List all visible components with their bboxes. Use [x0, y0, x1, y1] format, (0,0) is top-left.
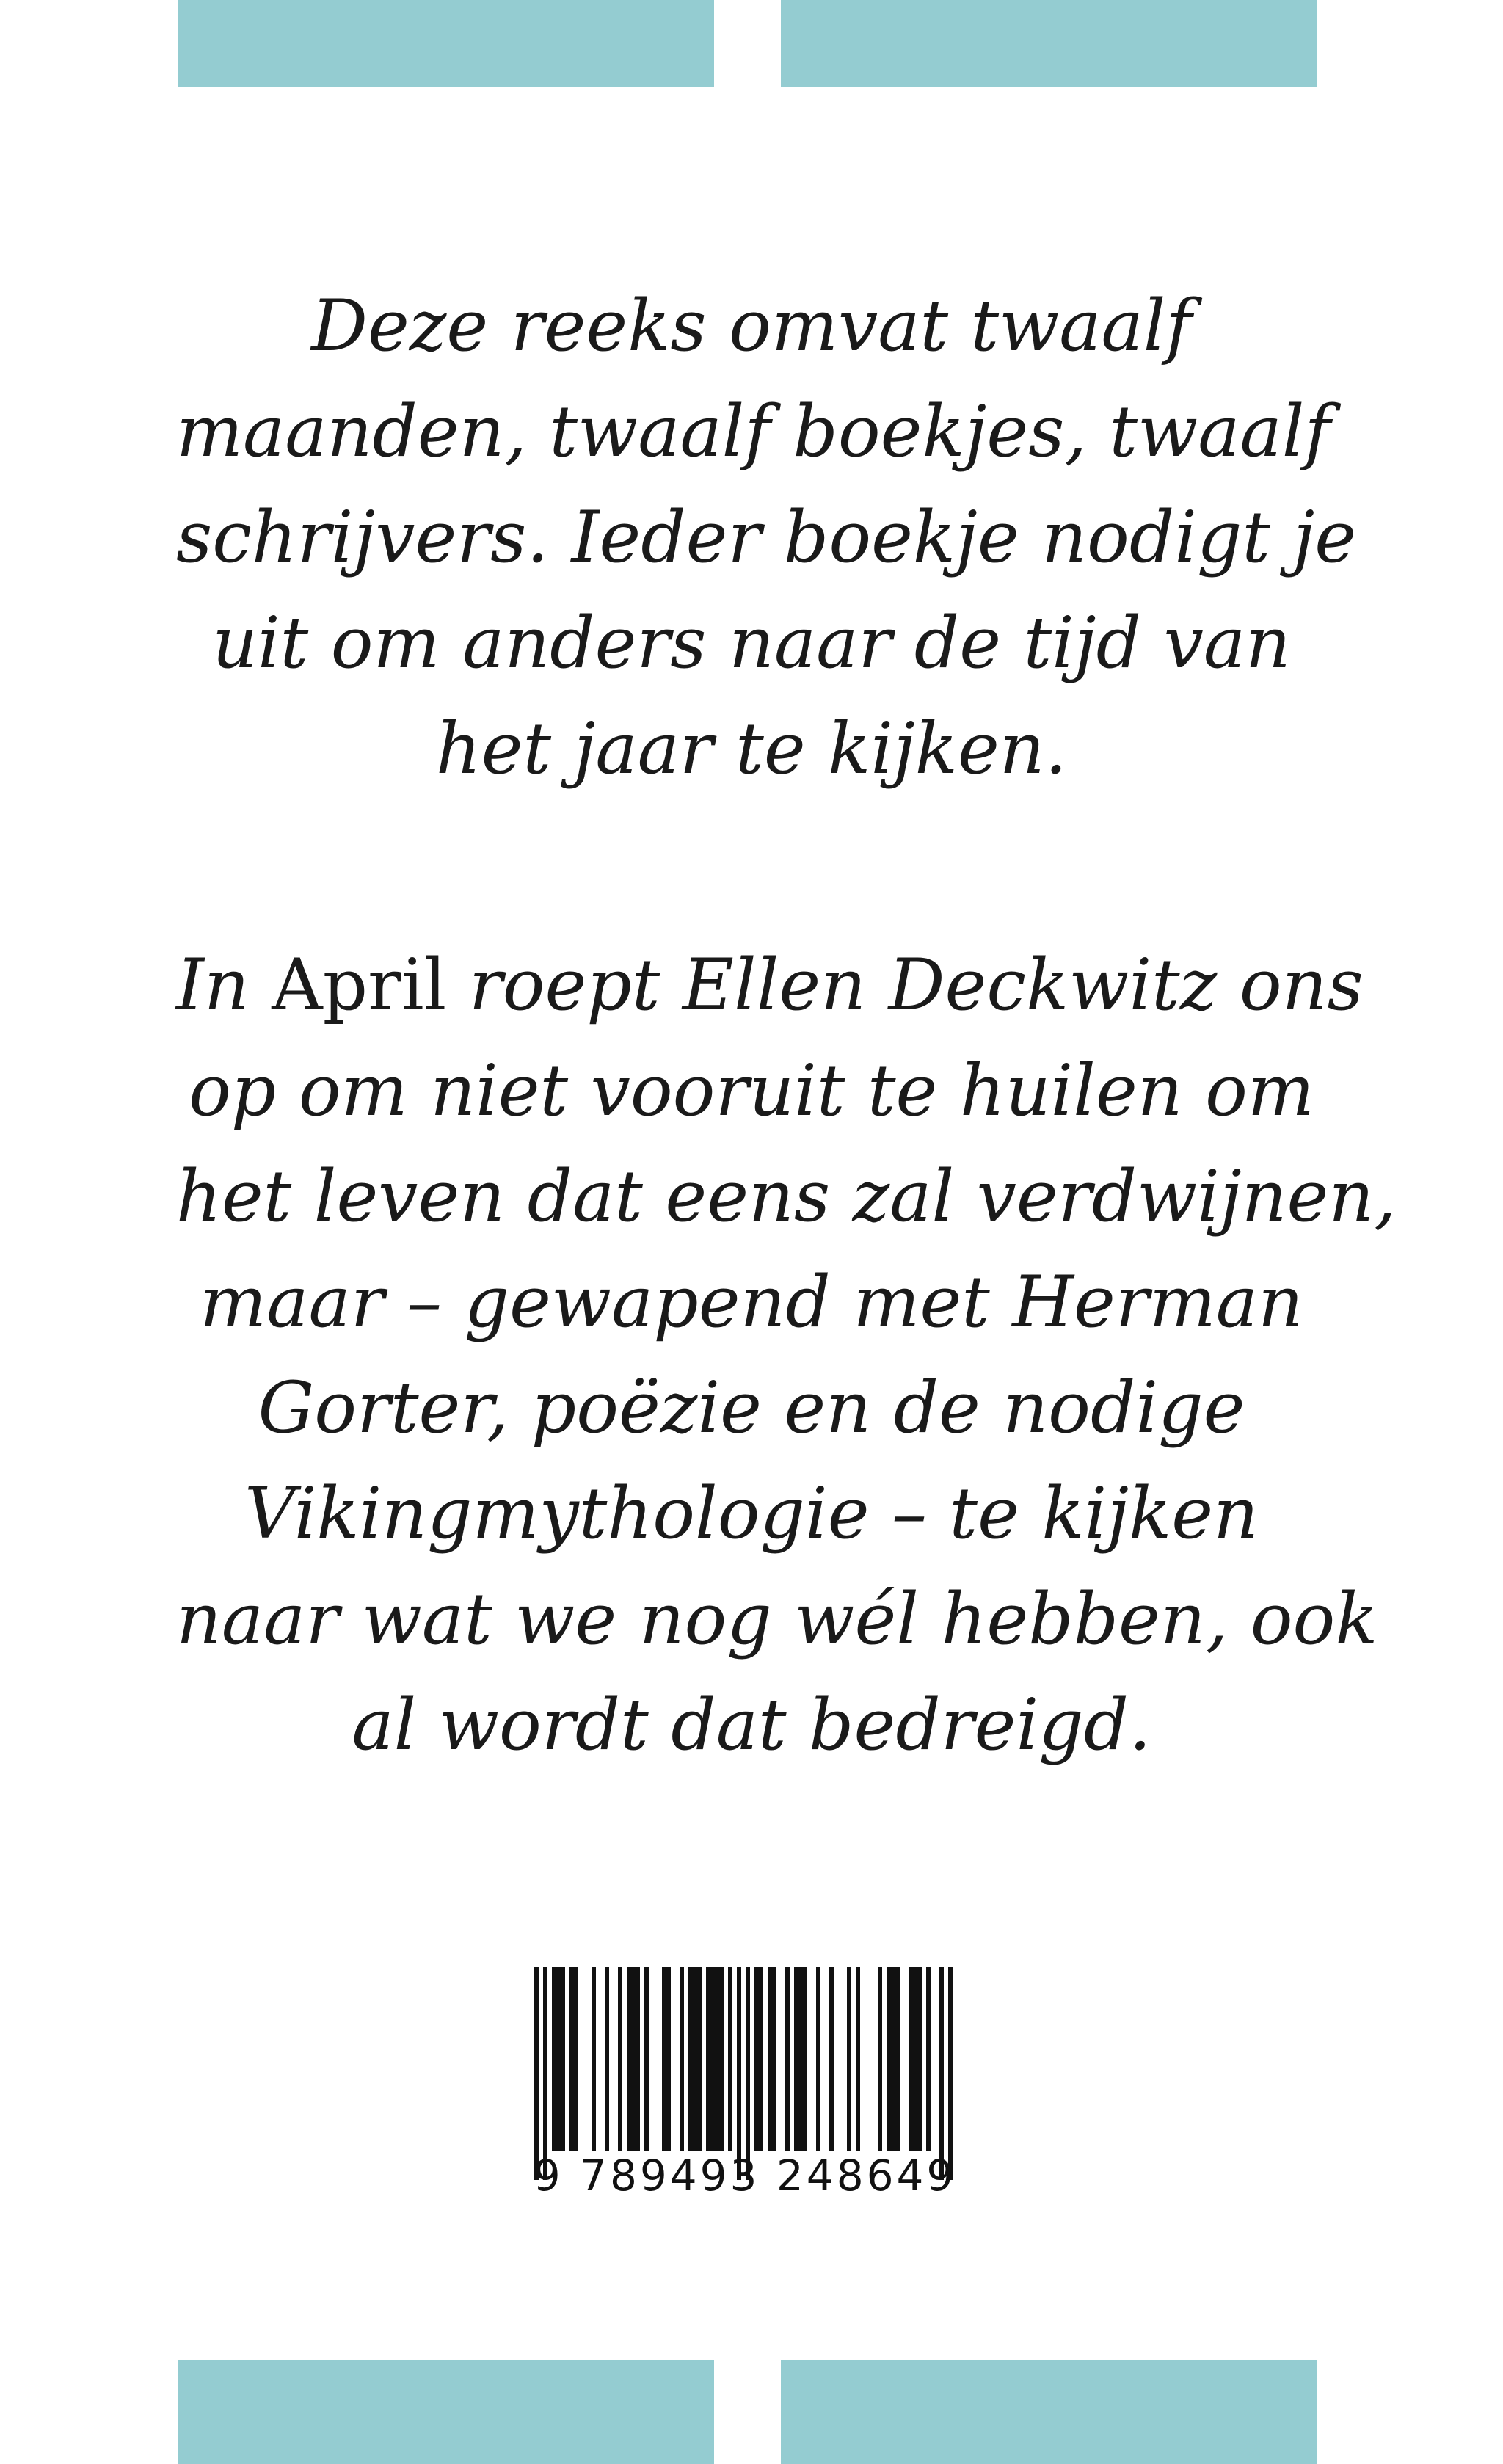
barcode-bar	[710, 1967, 715, 2151]
barcode-bar	[816, 1967, 820, 2151]
description-line: Gorter, poëzie en de nodige	[258, 1367, 1245, 1449]
barcode-bar	[543, 1967, 547, 2180]
description-line: Vikingmythologie – te kijken	[244, 1472, 1259, 1555]
barcode-bar	[592, 1967, 596, 2151]
barcode-bar	[909, 1967, 913, 2151]
intro-line: schrijvers. Ieder boekje nodigt je	[176, 496, 1357, 578]
series-intro-text	[176, 273, 1357, 802]
barcode-bar	[627, 1967, 631, 2151]
intro-line: Deze reeks omvat twaalf	[311, 285, 1192, 367]
intro-line: uit om anders naar de tijd van	[212, 602, 1291, 684]
description-line: op om niet vooruit te huilen om	[189, 1050, 1314, 1132]
barcode-bar	[798, 1967, 803, 2151]
barcode-bar	[829, 1967, 834, 2151]
barcode-bar	[917, 1967, 922, 2151]
isbn-barcode	[528, 1967, 961, 2202]
barcode-bar	[794, 1967, 798, 2151]
description-suffix: roept Ellen Deckwitz ons	[446, 944, 1364, 1026]
barcode-bar	[768, 1967, 772, 2151]
barcode-bar	[887, 1967, 891, 2151]
book-description-text	[176, 932, 1397, 1778]
barcode-bar	[574, 1967, 578, 2151]
book-title: April	[272, 944, 447, 1026]
barcode-bar	[688, 1967, 693, 2151]
description-line: maar – gewapend met Herman	[200, 1261, 1303, 1343]
barcode-bar	[754, 1967, 759, 2151]
barcode-bar	[666, 1967, 671, 2151]
barcode-bar	[948, 1967, 953, 2180]
barcode-bar	[878, 1967, 882, 2151]
barcode-bar	[772, 1967, 776, 2151]
description-line: al wordt dat bedreigd.	[352, 1684, 1151, 1766]
barcode-bar	[636, 1967, 640, 2151]
description-line	[176, 932, 1364, 1038]
barcode-bar	[728, 1967, 732, 2151]
barcode-bar	[631, 1967, 636, 2151]
barcode-bar	[926, 1967, 931, 2151]
barcode-bar	[719, 1967, 724, 2151]
top-left-accent-bar	[178, 0, 714, 87]
description-prefix: In	[176, 944, 272, 1026]
barcode-bar	[803, 1967, 807, 2151]
barcode-bar	[569, 1967, 574, 2151]
isbn-number: 9 789493 248649	[533, 2151, 957, 2200]
barcode-bar	[759, 1967, 763, 2151]
barcode-bar	[913, 1967, 917, 2151]
top-right-accent-bar	[781, 0, 1317, 87]
barcode-bar	[556, 1967, 561, 2151]
barcode-bar	[534, 1967, 539, 2180]
barcode-bar	[891, 1967, 895, 2151]
bottom-right-accent-bar	[781, 2360, 1317, 2464]
barcode-bar	[693, 1967, 697, 2151]
barcode-bar	[680, 1967, 684, 2151]
barcode-bar	[552, 1967, 556, 2151]
barcode-bar	[939, 1967, 944, 2180]
description-line: het leven dat eens zal verdwijnen,	[176, 1155, 1397, 1238]
intro-line: maanden, twaalf boekjes, twaalf	[176, 390, 1331, 473]
barcode-bar	[785, 1967, 790, 2151]
bottom-left-accent-bar	[178, 2360, 714, 2464]
barcode-bar	[847, 1967, 851, 2151]
barcode-bar	[697, 1967, 702, 2151]
barcode-bar	[662, 1967, 666, 2151]
intro-line: het jaar te kijken.	[435, 708, 1068, 790]
barcode-bar	[856, 1967, 860, 2151]
barcode-bar	[746, 1967, 750, 2180]
barcode-bar	[895, 1967, 900, 2151]
barcode-bar	[706, 1967, 710, 2151]
barcode-bar	[715, 1967, 719, 2151]
description-line: naar wat we nog wél hebben, ook	[176, 1578, 1378, 1660]
barcode-bar	[644, 1967, 649, 2151]
barcode-bar	[561, 1967, 565, 2151]
barcode-bar	[605, 1967, 609, 2151]
barcode-bar	[618, 1967, 622, 2151]
barcode-bar	[737, 1967, 741, 2180]
